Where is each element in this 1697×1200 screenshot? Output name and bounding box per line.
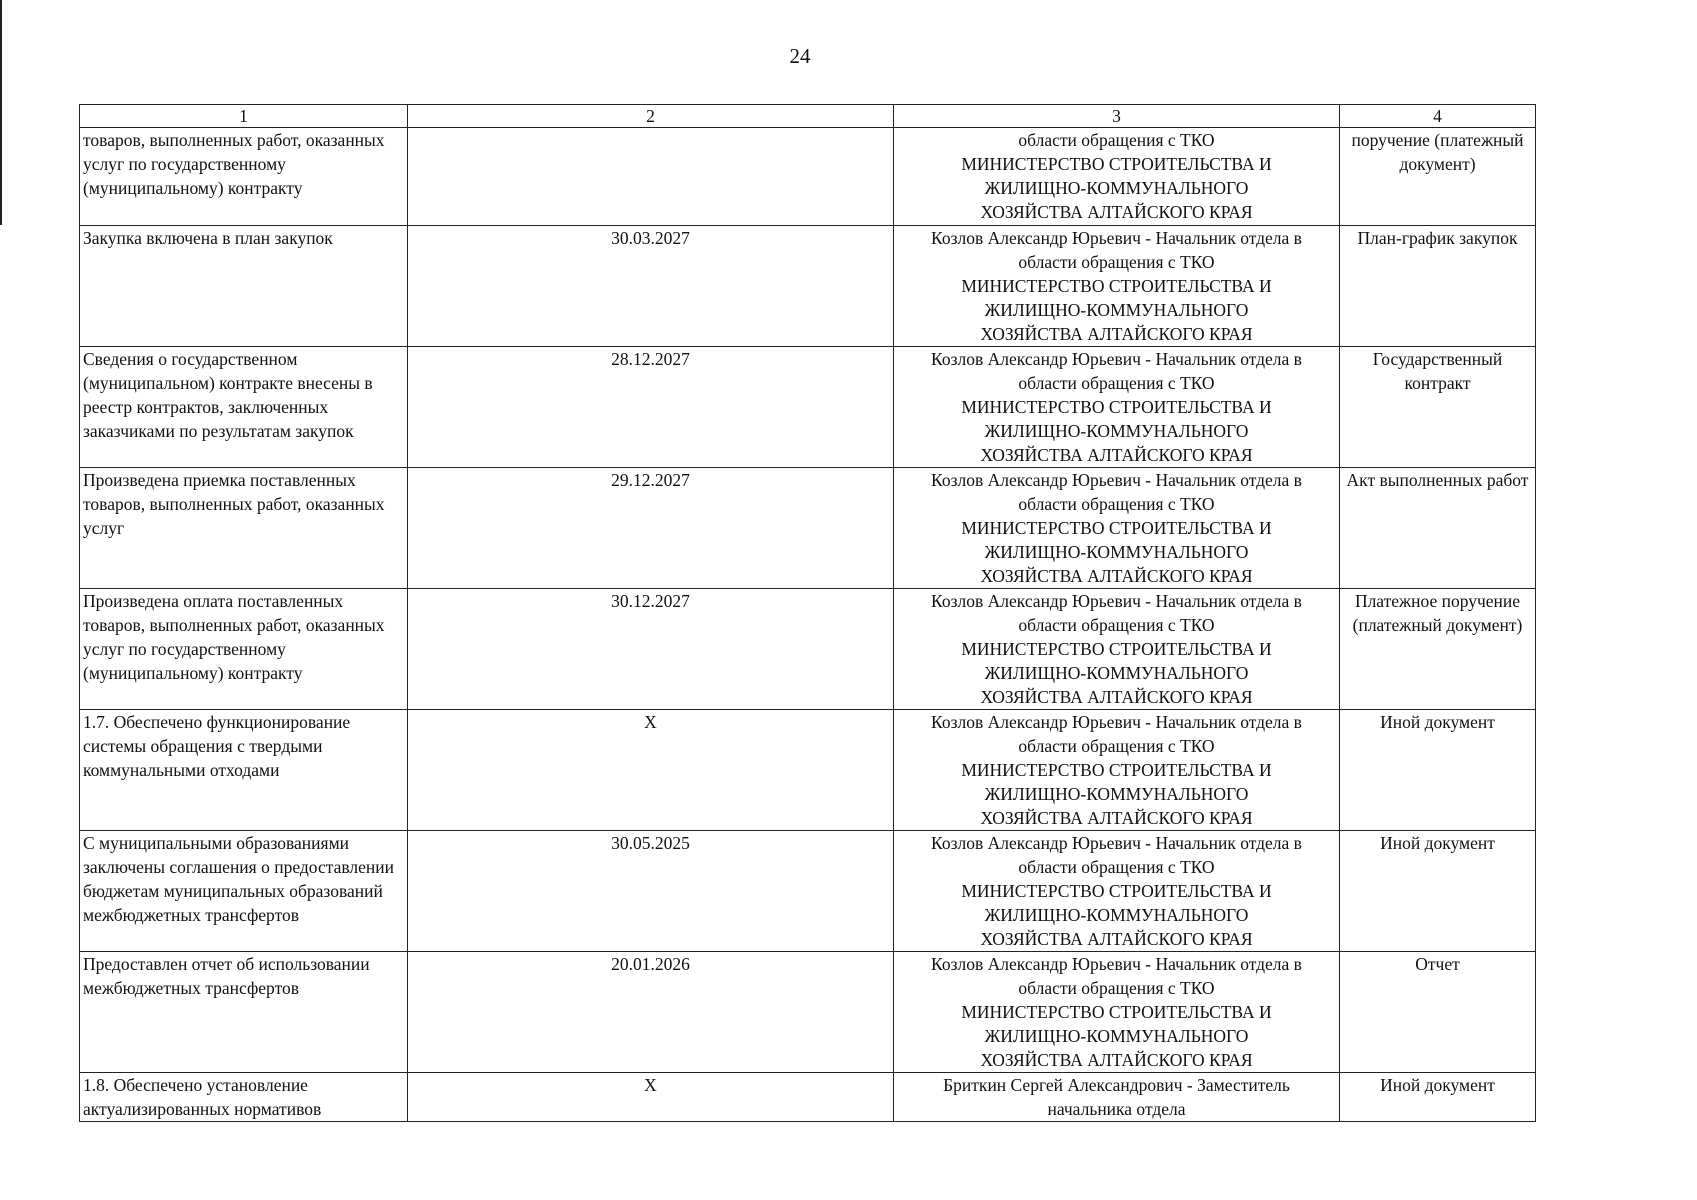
document-cell: Акт выполненных работ	[1340, 468, 1536, 589]
event-cell: С муниципальными образованиями заключены соглашения о предоставлении бюджетам муниципальных образований межбюджетных трансфертов	[80, 831, 408, 952]
date-cell: 30.12.2027	[408, 589, 894, 710]
responsible-line: Козлов Александр Юрьевич - Начальник отдела в	[931, 712, 1302, 732]
responsible-line: МИНИСТЕРСТВО СТРОИТЕЛЬСТВА И	[961, 639, 1272, 659]
responsible-line: области обращения с ТКО	[1018, 373, 1215, 393]
responsible-cell	[894, 952, 1340, 1073]
responsible-cell	[894, 468, 1340, 589]
event-cell: товаров, выполненных работ, оказанных услуг по государственному (муниципальному) контракту	[80, 128, 408, 226]
responsible-cell	[894, 347, 1340, 468]
date-cell: X	[408, 1073, 894, 1122]
date-cell: 30.03.2027	[408, 226, 894, 347]
responsible-line: Козлов Александр Юрьевич - Начальник отдела в	[931, 591, 1302, 611]
date-cell	[408, 128, 894, 226]
column-header-3: 3	[894, 105, 1340, 128]
date-cell: 28.12.2027	[408, 347, 894, 468]
responsible-line: ХОЗЯЙСТВА АЛТАЙСКОГО КРАЯ	[980, 445, 1253, 465]
event-cell: 1.8. Обеспечено установление актуализированных нормативов	[80, 1073, 408, 1122]
event-cell: 1.7. Обеспечено функционирование системы обращения с твердыми коммунальными отходами	[80, 710, 408, 831]
responsible-cell	[894, 128, 1340, 226]
responsible-line: Козлов Александр Юрьевич - Начальник отдела в	[931, 349, 1302, 369]
column-header-1: 1	[80, 105, 408, 128]
responsible-cell	[894, 226, 1340, 347]
date-cell: 20.01.2026	[408, 952, 894, 1073]
responsible-line: ЖИЛИЩНО-КОММУНАЛЬНОГО	[984, 542, 1249, 562]
table-row	[80, 1073, 1536, 1122]
document-cell: План-график закупок	[1340, 226, 1536, 347]
events-table	[79, 104, 1536, 1122]
responsible-line: области обращения с ТКО	[1018, 736, 1215, 756]
document-cell: Иной документ	[1340, 1073, 1536, 1122]
document-cell: Иной документ	[1340, 831, 1536, 952]
document-cell: Отчет	[1340, 952, 1536, 1073]
table-row	[80, 128, 1536, 226]
responsible-cell	[894, 831, 1340, 952]
responsible-line: ЖИЛИЩНО-КОММУНАЛЬНОГО	[984, 178, 1249, 198]
responsible-line: МИНИСТЕРСТВО СТРОИТЕЛЬСТВА И	[961, 518, 1272, 538]
table-row	[80, 831, 1536, 952]
responsible-line: области обращения с ТКО	[1018, 252, 1215, 272]
responsible-line: МИНИСТЕРСТВО СТРОИТЕЛЬСТВА И	[961, 397, 1272, 417]
responsible-line: области обращения с ТКО	[1018, 494, 1215, 514]
table-row	[80, 468, 1536, 589]
responsible-line: области обращения с ТКО	[1018, 978, 1215, 998]
responsible-line: ЖИЛИЩНО-КОММУНАЛЬНОГО	[984, 663, 1249, 683]
responsible-line: ХОЗЯЙСТВА АЛТАЙСКОГО КРАЯ	[980, 566, 1253, 586]
responsible-line: ЖИЛИЩНО-КОММУНАЛЬНОГО	[984, 784, 1249, 804]
document-cell: Платежное поручение (платежный документ)	[1340, 589, 1536, 710]
responsible-line: ЖИЛИЩНО-КОММУНАЛЬНОГО	[984, 905, 1249, 925]
date-cell: 29.12.2027	[408, 468, 894, 589]
table-header-row	[80, 105, 1536, 128]
event-cell: Произведена приемка поставленных товаров, выполненных работ, оказанных услуг	[80, 468, 408, 589]
document-cell: Иной документ	[1340, 710, 1536, 831]
document-cell: Государственный контракт	[1340, 347, 1536, 468]
responsible-line: Козлов Александр Юрьевич - Начальник отдела в	[931, 228, 1302, 248]
responsible-line: МИНИСТЕРСТВО СТРОИТЕЛЬСТВА И	[961, 276, 1272, 296]
responsible-line: ХОЗЯЙСТВА АЛТАЙСКОГО КРАЯ	[980, 1050, 1253, 1070]
responsible-line: Козлов Александр Юрьевич - Начальник отдела в	[931, 833, 1302, 853]
responsible-line: Козлов Александр Юрьевич - Начальник отдела в	[931, 954, 1302, 974]
responsible-line: МИНИСТЕРСТВО СТРОИТЕЛЬСТВА И	[961, 881, 1272, 901]
responsible-cell	[894, 589, 1340, 710]
responsible-line: ЖИЛИЩНО-КОММУНАЛЬНОГО	[984, 421, 1249, 441]
table-row	[80, 589, 1536, 710]
responsible-line: ХОЗЯЙСТВА АЛТАЙСКОГО КРАЯ	[980, 202, 1253, 222]
responsible-line: области обращения с ТКО	[1018, 130, 1215, 150]
document-cell: поручение (платежный документ)	[1340, 128, 1536, 226]
date-cell: 30.05.2025	[408, 831, 894, 952]
event-cell: Закупка включена в план закупок	[80, 226, 408, 347]
responsible-line: ХОЗЯЙСТВА АЛТАЙСКОГО КРАЯ	[980, 324, 1253, 344]
responsible-line: области обращения с ТКО	[1018, 615, 1215, 635]
responsible-line: области обращения с ТКО	[1018, 857, 1215, 877]
responsible-line: МИНИСТЕРСТВО СТРОИТЕЛЬСТВА И	[961, 1002, 1272, 1022]
event-cell: Сведения о государственном (муниципальном) контракте внесены в реестр контрактов, заключенных заказчиками по результатам закупок	[80, 347, 408, 468]
page-number: 24	[789, 44, 811, 68]
responsible-line: Бриткин Сергей Александрович - Заместитель	[943, 1075, 1290, 1095]
responsible-line: ЖИЛИЩНО-КОММУНАЛЬНОГО	[984, 300, 1249, 320]
date-cell: X	[408, 710, 894, 831]
responsible-line: ЖИЛИЩНО-КОММУНАЛЬНОГО	[984, 1026, 1249, 1046]
table-row	[80, 710, 1536, 831]
responsible-cell	[894, 710, 1340, 831]
responsible-line: МИНИСТЕРСТВО СТРОИТЕЛЬСТВА И	[961, 154, 1272, 174]
column-header-2: 2	[408, 105, 894, 128]
responsible-line: начальника отдела	[1047, 1099, 1186, 1119]
table-row	[80, 347, 1536, 468]
event-cell: Произведена оплата поставленных товаров, выполненных работ, оказанных услуг по государственному (муниципальному) контракту	[80, 589, 408, 710]
responsible-line: ХОЗЯЙСТВА АЛТАЙСКОГО КРАЯ	[980, 929, 1253, 949]
responsible-line: Козлов Александр Юрьевич - Начальник отдела в	[931, 470, 1302, 490]
responsible-line: ХОЗЯЙСТВА АЛТАЙСКОГО КРАЯ	[980, 687, 1253, 707]
column-header-4: 4	[1340, 105, 1536, 128]
scan-edge-line	[0, 0, 2, 225]
event-cell: Предоставлен отчет об использовании межбюджетных трансфертов	[80, 952, 408, 1073]
table-row	[80, 226, 1536, 347]
responsible-line: МИНИСТЕРСТВО СТРОИТЕЛЬСТВА И	[961, 760, 1272, 780]
responsible-line: ХОЗЯЙСТВА АЛТАЙСКОГО КРАЯ	[980, 808, 1253, 828]
table-row	[80, 952, 1536, 1073]
responsible-cell	[894, 1073, 1340, 1122]
